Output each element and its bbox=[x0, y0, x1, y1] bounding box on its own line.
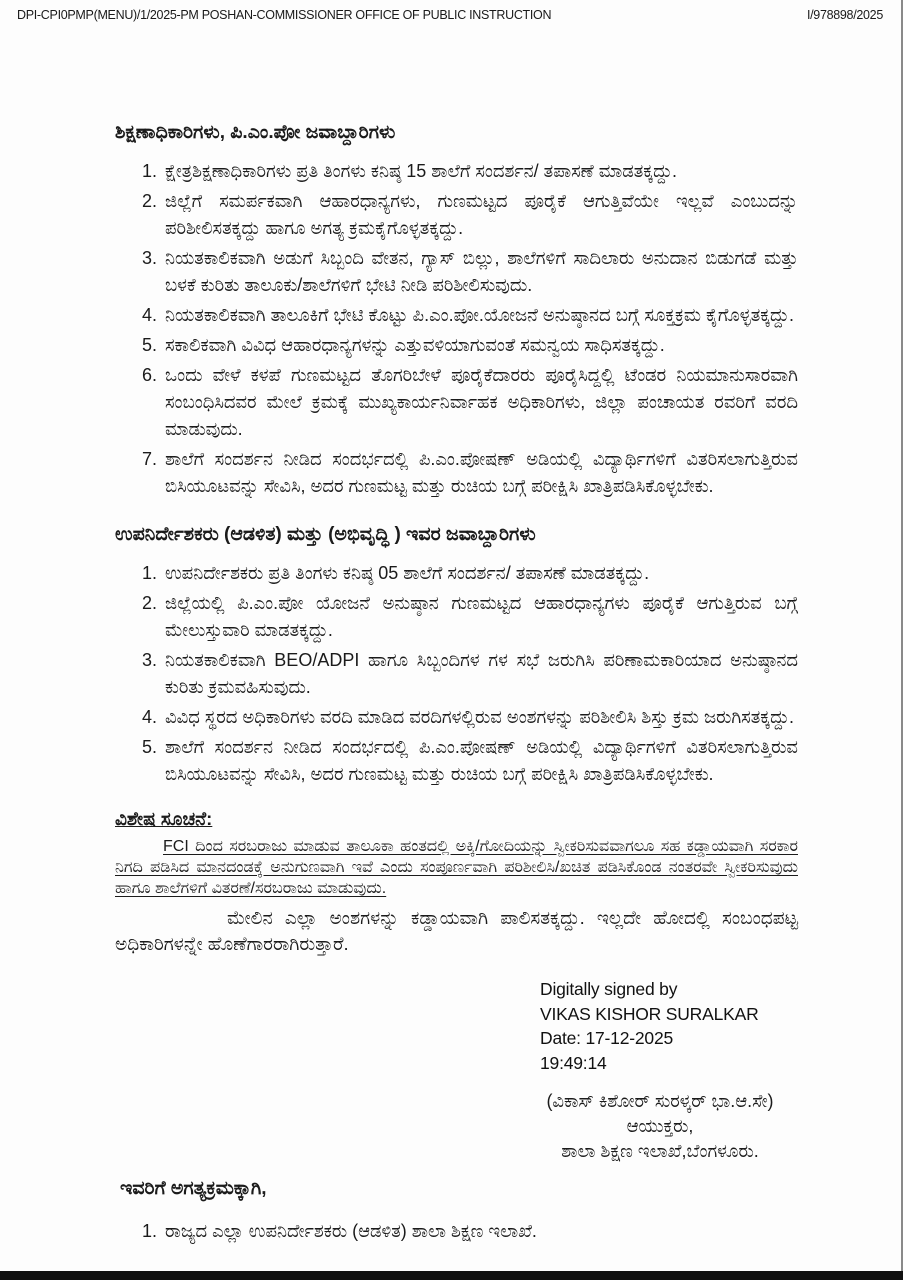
document-body bbox=[115, 122, 798, 1244]
section2-heading: ಉಪನಿರ್ದೇಶಕರು (ಆಡಳಿತ) ಮತ್ತು (ಅಭಿವೃದ್ಧಿ ) ಇವರ ಜವಾಬ್ದಾರಿಗಳು bbox=[115, 524, 536, 545]
list-item: 4. ವಿವಿಧ ಸ್ಥರದ ಅಧಿಕಾರಿಗಳು ವರದಿ ಮಾಡಿದ ವರದಿಗಳಲ್ಲಿರುವ ಅಂಶಗಳನ್ನು ಪರಿಶೀಲಿಸಿ ಶಿಸ್ತು ಕ್ರಮ ಜರುಗಿಸತಕ್ಕದ್ದು. bbox=[162, 704, 798, 731]
signatory-title: ಆಯುಕ್ತರು, bbox=[626, 1116, 694, 1136]
signatory-kannada-block bbox=[495, 1089, 825, 1164]
list-item: 2. ಜಿಲ್ಲೆಯಲ್ಲಿ ಪಿ.ಎಂ.ಪೋ ಯೋಜನೆ ಅನುಷ್ಠಾನ ಗುಣಮಟ್ಟದ ಆಹಾರಧಾನ್ಯಗಳು ಪೂರೈಕೆ ಆಗುತ್ತಿರುವ ಬಗ್ಗೆ ಮೇಲುಸ್ತುವಾರಿ ಮಾಡತಕ್ಕದ್ದು. bbox=[162, 590, 798, 644]
signatory-department: ಶಾಲಾ ಶಿಕ್ಷಣ ಇಲಾಖೆ,ಬೆಂಗಳೂರು. bbox=[561, 1141, 759, 1161]
list-item: 1. ಕ್ಷೇತ್ರಶಿಕ್ಷಣಾಧಿಕಾರಿಗಳು ಪ್ರತಿ ತಿಂಗಳು ಕನಿಷ್ಠ 15 ಶಾಲೆಗೆ ಸಂದರ್ಶನ/ ತಪಾಸಣೆ ಮಾಡತಕ್ಕದ್ದು. bbox=[162, 158, 798, 185]
digital-signature-line: Digitally signed by bbox=[540, 979, 678, 999]
list-item: 5. ಸಕಾಲಿಕವಾಗಿ ವಿವಿಧ ಆಹಾರಧಾನ್ಯಗಳನ್ನು ಎತ್ತುವಳಿಯಾಗುವಂತೆ ಸಮನ್ವಯ ಸಾಧಿಸತಕ್ಕದ್ದು. bbox=[162, 332, 798, 359]
digital-signature-block bbox=[540, 977, 798, 1075]
list-item: 1. ಉಪನಿರ್ದೇಶಕರು ಪ್ರತಿ ತಿಂಗಳು ಕನಿಷ್ಠ 05 ಶಾಲೆಗೆ ಸಂದರ್ಶನ/ ತಪಾಸಣೆ ಮಾಡತಕ್ಕದ್ದು. bbox=[162, 560, 798, 587]
list-item: 3. ನಿಯತಕಾಲಿಕವಾಗಿ BEO/ADPI ಹಾಗೂ ಸಿಬ್ಬಂದಿಗಳ ಗಳ ಸಭೆ ಜರುಗಿಸಿ ಪರಿಣಾಮಕಾರಿಯಾದ ಅನುಷ್ಠಾನದ ಕುರಿತು ಕ್ರಮವಹಿಸುವುದು. bbox=[162, 647, 798, 701]
special-note-heading: ವಿಶೇಷ ಸೂಚನೆ: bbox=[115, 808, 213, 829]
signatory-name: VIKAS KISHOR SURALKAR bbox=[540, 1003, 759, 1024]
scan-bottom-bar-artifact bbox=[0, 1271, 903, 1280]
list-item: 4. ನಿಯತಕಾಲಿಕವಾಗಿ ತಾಲೂಕಿಗೆ ಭೇಟಿ ಕೊಟ್ಟು ಪಿ.ಎಂ.ಪೋ.ಯೋಜನೆ ಅನುಷ್ಠಾನದ ಬಗ್ಗೆ ಸೂಕ್ತಕ್ರಮ ಕೈಗೊಳ್ಳತಕ್ಕದ್ದು. bbox=[162, 302, 798, 329]
file-reference-number: DPI-CPI0PMP(MENU)/1/2025-PM POSHAN-COMMISSIONER OFFICE OF PUBLIC INSTRUCTION bbox=[17, 8, 552, 22]
document-header bbox=[0, 0, 903, 22]
list-item: 2. ಜಿಲ್ಲೆಗೆ ಸಮರ್ಪಕವಾಗಿ ಆಹಾರಧಾನ್ಯಗಳು, ಗುಣಮಟ್ಟದ ಪೂರೈಕೆ ಆಗುತ್ತಿವೆಯೇ ಇಲ್ಲವೆ ಎಂಬುದನ್ನು ಪರಿಶೀಲಿಸತಕ್ಕದ್ದು ಹಾಗೂ ಅಗತ್ಯ ಕ್ರಮಕೈಗೊಳ್ಳತಕ್ಕದ್ದು. bbox=[162, 188, 798, 242]
signature-time: 19:49:14 bbox=[540, 1052, 607, 1073]
signatory-name-kannada: (ವಿಕಾಸ್ ಕಿಶೋರ್ ಸುರಳ್ಕರ್ ಭಾ.ಆ.ಸೇ) bbox=[546, 1091, 774, 1111]
special-note-paragraph: ಮೇಲಿನ ಎಲ್ಲಾ ಅಂಶಗಳನ್ನು ಕಡ್ಡಾಯವಾಗಿ ಪಾಲಿಸತಕ್ಕದ್ದು. ಇಲ್ಲದೇ ಹೋದಲ್ಲಿ ಸಂಬಂಧಪಟ್ಟ ಅಧಿಕಾರಿಗಳನ್ನೇ ಹೊಣೆಗಾರರಾಗಿರುತ್ತಾರೆ. bbox=[115, 907, 798, 954]
section1-heading: ಶಿಕ್ಷಣಾಧಿಕಾರಿಗಳು, ಪಿ.ಎಂ.ಪೋ ಜವಾಬ್ದಾರಿಗಳು bbox=[115, 122, 396, 143]
footer-list bbox=[115, 1218, 798, 1244]
list-item: 3. ನಿಯತಕಾಲಿಕವಾಗಿ ಅಡುಗೆ ಸಿಬ್ಬಂದಿ ವೇತನ, ಗ್ಯಾಸ್ ಬಿಲ್ಲು, ಶಾಲೆಗಳಿಗೆ ಸಾದಿಲಾರು ಅನುದಾನ ಬಿಡುಗಡೆ ಮತ್ತು ಬಳಕೆ ಕುರಿತು ತಾಲೂಕು/ಶಾಲೆಗಳಿಗೆ ಭೇಟಿ ನೀಡಿ ಪರಿಶೀಲಿಸುವುದು. bbox=[162, 245, 798, 299]
list-item: 7. ಶಾಲೆಗೆ ಸಂದರ್ಶನ ನೀಡಿದ ಸಂದರ್ಭದಲ್ಲಿ ಪಿ.ಎಂ.ಪೋಷಣ್ ಅಡಿಯಲ್ಲಿ ವಿದ್ಯಾರ್ಥಿಗಳಿಗೆ ವಿತರಿಸಲಾಗುತ್ತಿರುವ ಬಿಸಿಯೂಟವನ್ನು ಸೇವಿಸಿ, ಅದರ ಗುಣಮಟ್ಟ ಮತ್ತು ರುಚಿಯ ಬಗ್ಗೆ ಪರೀಕ್ಷಿಸಿ ಖಾತ್ರಿಪಡಿಸಿಕೊಳ್ಳಬೇಕು. bbox=[162, 446, 798, 500]
list-item: 6. ಒಂದು ವೇಳೆ ಕಳಪೆ ಗುಣಮಟ್ಟದ ತೊಗರಿಬೇಳೆ ಪೂರೈಕೆದಾರರು ಪೂರೈಸಿದ್ದಲ್ಲಿ ಟೆಂಡರ ನಿಯಮಾನುಸಾರವಾಗಿ ಸಂಬಂಧಿಸಿದವರ ಮೇಲೆ ಕ್ರಮಕ್ಕೆ ಮುಖ್ಯಕಾರ್ಯನಿರ್ವಾಹಕ ಅಧಿಕಾರಿಗಳು, ಜಿಲ್ಲಾ ಪಂಚಾಯತ ರವರಿಗೆ ವರದಿ ಮಾಡುವುದು. bbox=[162, 362, 798, 443]
list-item: 5. ಶಾಲೆಗೆ ಸಂದರ್ಶನ ನೀಡಿದ ಸಂದರ್ಭದಲ್ಲಿ ಪಿ.ಎಂ.ಪೋಷಣ್ ಅಡಿಯಲ್ಲಿ ವಿದ್ಯಾರ್ಥಿಗಳಿಗೆ ವಿತರಿಸಲಾಗುತ್ತಿರುವ ಬಿಸಿಯೂಟವನ್ನು ಸೇವಿಸಿ, ಅದರ ಗುಣಮಟ್ಟ ಮತ್ತು ರುಚಿಯ ಬಗ್ಗೆ ಪರೀಕ್ಷಿಸಿ ಖಾತ್ರಿಪಡಿಸಿಕೊಳ್ಳಬೇಕು. bbox=[162, 734, 798, 788]
special-note-underlined-paragraph: FCI ದಿಂದ ಸರಬರಾಜು ಮಾಡುವ ತಾಲೂಕಾ ಹಂತದಲ್ಲಿ ಅಕ್ಕಿ/ಗೋದಿಯನ್ನು ಸ್ವೀಕರಿಸುವವಾಗಲೂ ಸಹ ಕಡ್ಡಾಯವಾಗಿ ಸರಕಾರ ನಿಗದಿ ಪಡಿಸಿದ ಮಾನದಂಡಕ್ಕೆ ಅನುಗುಣವಾಗಿ ಇವೆ ಎಂದು ಸಂಪೂರ್ಣವಾಗಿ ಪರಿಶೀಲಿಸಿ/ಖಚಿತ ಪಡಿಸಿಕೊಂಡ ನಂತರವೇ ಸ್ವೀಕರಿಸುವುದು ಹಾಗೂ ಶಾಲೆಗಳಿಗೆ ವಿತರಣೆ/ಸರಬರಾಜು ಮಾಡುವುದು. bbox=[115, 838, 798, 897]
list-item: 1. ರಾಜ್ಯದ ಎಲ್ಲಾ ಉಪನಿರ್ದೇಶಕರು (ಆಡಳಿತ) ಶಾಲಾ ಶಿಕ್ಷಣ ಇಲಾಖೆ. bbox=[162, 1218, 798, 1244]
footer-heading: ಇವರಿಗೆ ಅಗತ್ಯಕ್ರಮಕ್ಕಾಗಿ, bbox=[120, 1178, 267, 1199]
document-id: I/978898/2025 bbox=[806, 8, 883, 22]
signature-date: Date: 17-12-2025 bbox=[540, 1028, 674, 1048]
section1-list bbox=[115, 158, 798, 500]
section2-list bbox=[115, 560, 798, 788]
